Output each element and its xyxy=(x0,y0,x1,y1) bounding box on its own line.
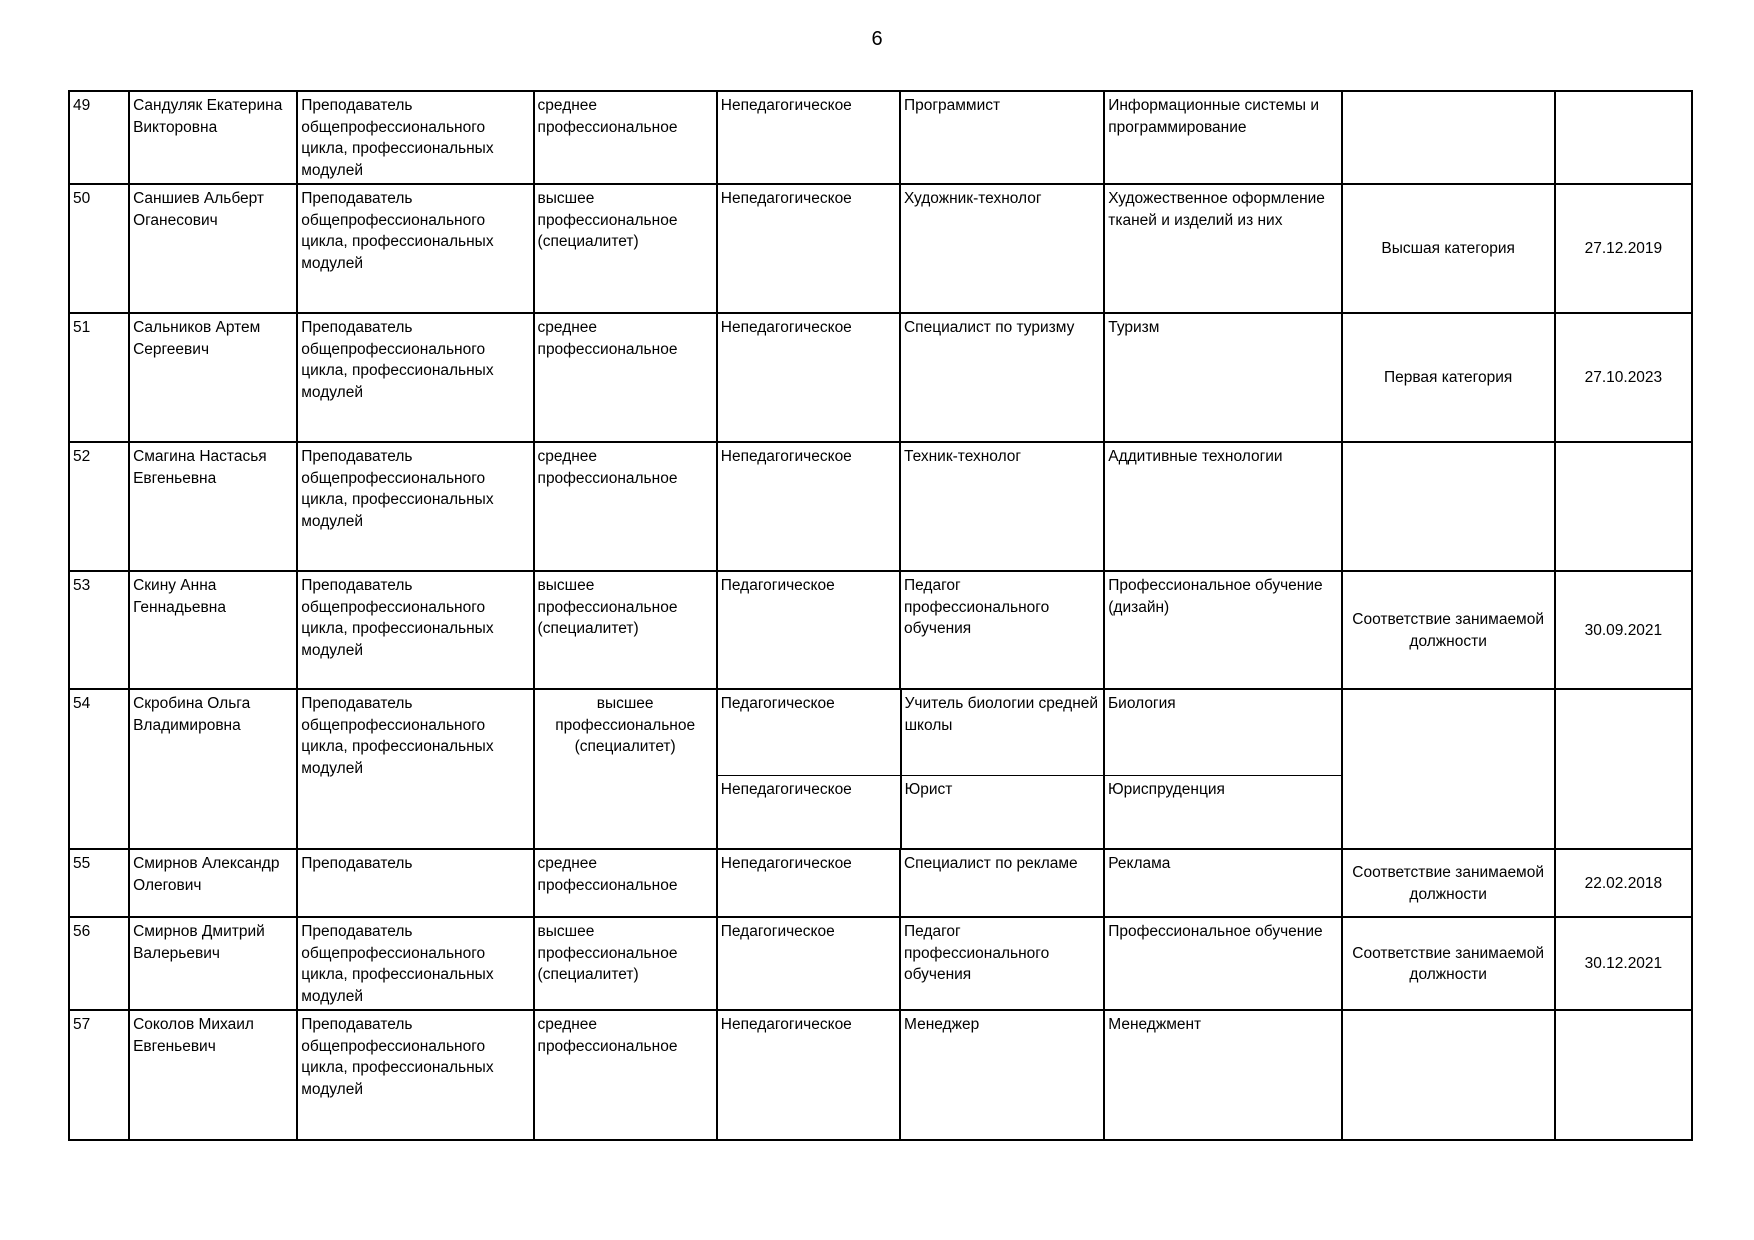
employee-name: Смирнов Александр Олегович xyxy=(129,849,297,917)
qualification: Учитель биологии средней школы xyxy=(901,690,1104,775)
table-row xyxy=(69,184,1692,313)
education-level: среднее профессиональное xyxy=(534,442,717,571)
position: Преподаватель общепрофессионального цикла, профессиональных модулей xyxy=(297,917,533,1010)
qualification: Техник-технолог xyxy=(900,442,1104,571)
qualification: Педагог профессионального обучения xyxy=(900,571,1104,689)
category-date xyxy=(1555,442,1692,571)
row-number: 51 xyxy=(69,313,129,442)
qualification: Художник-технолог xyxy=(900,184,1104,313)
row-number: 53 xyxy=(69,571,129,689)
category: Соответствие занимаемой должности xyxy=(1342,571,1555,689)
education-type: Непедагогическое xyxy=(718,775,901,848)
sub-row xyxy=(718,775,1341,848)
education-type: Непедагогическое xyxy=(717,849,900,917)
category xyxy=(1342,442,1555,571)
specialty: Профессиональное обучение xyxy=(1104,917,1341,1010)
position: Преподаватель общепрофессионального цикла, профессиональных модулей xyxy=(297,1010,533,1140)
education-level: высшее профессиональное (специалитет) xyxy=(534,689,717,849)
employee-name: Скину Анна Геннадьевна xyxy=(129,571,297,689)
table-row xyxy=(69,849,1692,917)
category-date: 22.02.2018 xyxy=(1555,849,1692,917)
qualification: Юрист xyxy=(901,775,1104,848)
specialty: Информационные системы и программирование xyxy=(1104,91,1341,184)
table-row xyxy=(69,917,1692,1010)
row-number: 57 xyxy=(69,1010,129,1140)
table-row xyxy=(69,442,1692,571)
employee-name: Саншиев Альберт Оганесович xyxy=(129,184,297,313)
page-number: 6 xyxy=(871,28,883,50)
education-type: Непедагогическое xyxy=(717,91,900,184)
qualification: Специалист по рекламе xyxy=(900,849,1104,917)
qualification: Специалист по туризму xyxy=(900,313,1104,442)
category-date xyxy=(1555,91,1692,184)
education-level: высшее профессиональное (специалитет) xyxy=(534,917,717,1010)
specialty: Реклама xyxy=(1104,849,1341,917)
specialty: Биология xyxy=(1104,690,1341,775)
employee-name: Смирнов Дмитрий Валерьевич xyxy=(129,917,297,1010)
table-row xyxy=(69,689,1692,849)
category-date: 30.09.2021 xyxy=(1555,571,1692,689)
education-type: Непедагогическое xyxy=(717,442,900,571)
employee-name: Соколов Михаил Евгеньевич xyxy=(129,1010,297,1140)
education-level: среднее профессиональное xyxy=(534,1010,717,1140)
education-type: Педагогическое xyxy=(718,690,901,775)
category-date: 27.10.2023 xyxy=(1555,313,1692,442)
position: Преподаватель общепрофессионального цикла, профессиональных модулей xyxy=(297,571,533,689)
education-type: Непедагогическое xyxy=(717,313,900,442)
row-number: 54 xyxy=(69,689,129,849)
sub-row xyxy=(718,690,1341,775)
specialty: Художественное оформление тканей и изделий из них xyxy=(1104,184,1341,313)
education-level: высшее профессиональное (специалитет) xyxy=(534,184,717,313)
education-level: среднее профессиональное xyxy=(534,91,717,184)
specialty: Аддитивные технологии xyxy=(1104,442,1341,571)
specialty: Юриспруденция xyxy=(1107,780,1225,798)
specialty: Профессиональное обучение (дизайн) xyxy=(1104,571,1341,689)
education-level: среднее профессиональное xyxy=(534,849,717,917)
category: Первая категория xyxy=(1342,313,1555,442)
category: Соответствие занимаемой должности xyxy=(1342,849,1555,917)
position: Преподаватель общепрофессионального цикла, профессиональных модулей xyxy=(297,442,533,571)
row-number: 55 xyxy=(69,849,129,917)
row-number: 49 xyxy=(69,91,129,184)
position: Преподаватель общепрофессионального цикла, профессиональных модулей xyxy=(297,91,533,184)
specialty: Туризм xyxy=(1104,313,1341,442)
row-number: 50 xyxy=(69,184,129,313)
category xyxy=(1342,91,1555,184)
staff-table xyxy=(68,90,1693,1141)
table-row xyxy=(69,1010,1692,1140)
position: Преподаватель общепрофессионального цикла, профессиональных модулей xyxy=(297,313,533,442)
education-type: Педагогическое xyxy=(717,917,900,1010)
table-row xyxy=(69,313,1692,442)
row-number: 56 xyxy=(69,917,129,1010)
qualification: Программист xyxy=(900,91,1104,184)
education-level: высшее профессиональное (специалитет) xyxy=(534,571,717,689)
qualification: Менеджер xyxy=(900,1010,1104,1140)
position: Преподаватель xyxy=(297,849,533,917)
category xyxy=(1342,1010,1555,1140)
education-type: Педагогическое xyxy=(717,571,900,689)
specialty: Менеджмент xyxy=(1104,1010,1341,1140)
employee-name: Сальников Артем Сергеевич xyxy=(129,313,297,442)
qualification: Педагог профессионального обучения xyxy=(900,917,1104,1010)
employee-name: Сандуляк Екатерина Викторовна xyxy=(129,91,297,184)
education-type: Непедагогическое xyxy=(717,184,900,313)
category-date: 30.12.2021 xyxy=(1555,917,1692,1010)
category-date xyxy=(1555,1010,1692,1140)
education-sub-table xyxy=(718,690,1341,848)
employee-name: Скробина Ольга Владимировна xyxy=(129,689,297,849)
education-level: среднее профессиональное xyxy=(534,313,717,442)
category: Высшая категория xyxy=(1342,184,1555,313)
position: Преподаватель общепрофессионального цикла, профессиональных модулей xyxy=(297,689,533,849)
category-date xyxy=(1555,689,1692,849)
category-date: 27.12.2019 xyxy=(1555,184,1692,313)
row-number: 52 xyxy=(69,442,129,571)
employee-name: Смагина Настасья Евгеньевна xyxy=(129,442,297,571)
category xyxy=(1342,689,1555,849)
table-row xyxy=(69,571,1692,689)
position: Преподаватель общепрофессионального цикла, профессиональных модулей xyxy=(297,184,533,313)
education-type: Непедагогическое xyxy=(717,1010,900,1140)
education-details xyxy=(717,689,1342,849)
table-row xyxy=(69,91,1692,184)
category: Соответствие занимаемой должности xyxy=(1342,917,1555,1010)
